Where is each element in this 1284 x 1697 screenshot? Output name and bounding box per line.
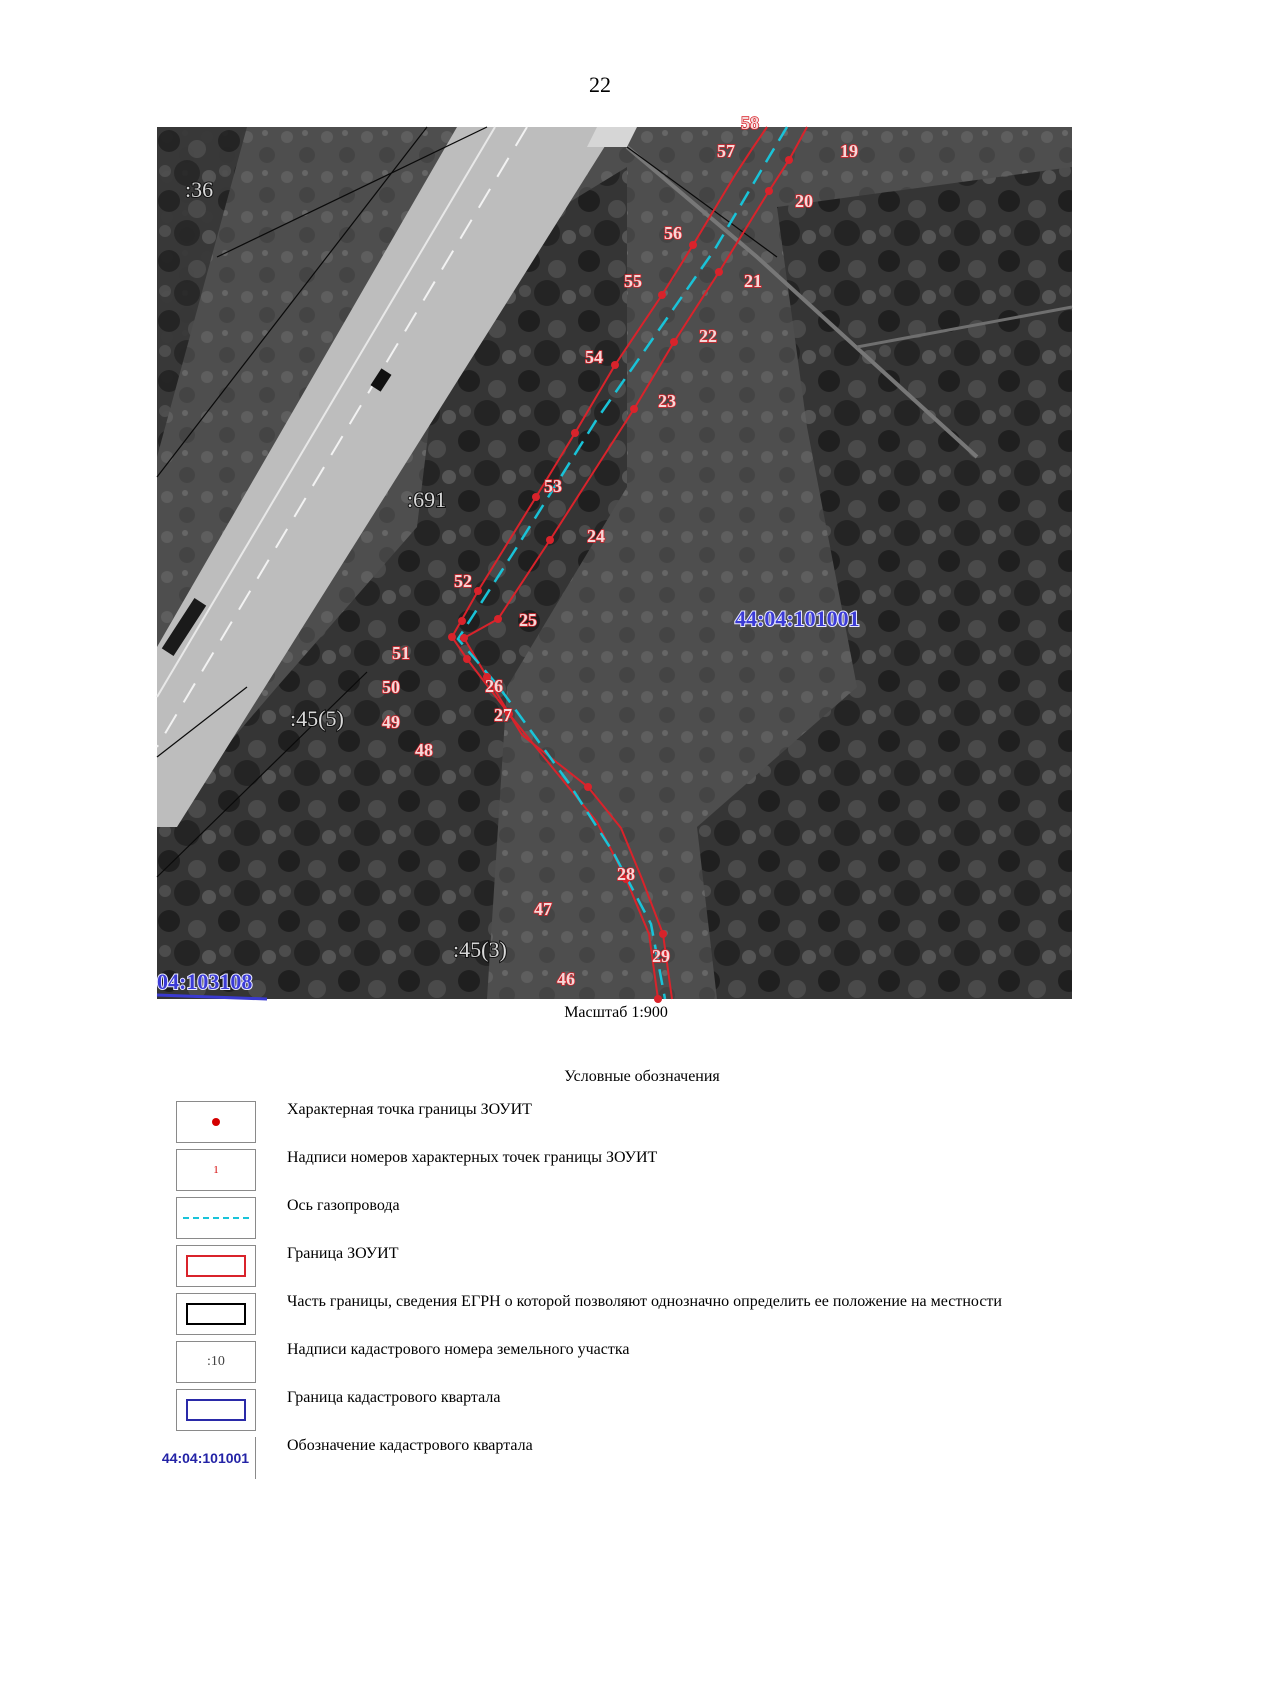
legend-text: Ось газопровода (287, 1197, 400, 1214)
boundary-point-label: 49 (382, 712, 400, 732)
parcel-number-label: :36 (185, 177, 214, 202)
boundary-point-label: 54 (585, 347, 603, 367)
boundary-point-label: 53 (544, 476, 562, 496)
legend-title: Условные обозначения (564, 1068, 720, 1085)
boundary-point-dot (460, 634, 468, 642)
legend-symbol-box (176, 1149, 256, 1191)
point-number-sample: 1 (213, 1164, 219, 1176)
scale-caption: Масштаб 1:900 (564, 1004, 668, 1021)
boundary-point-label: 52 (454, 571, 472, 591)
cadastral-quarter-label: 04:103108 (157, 969, 253, 994)
boundary-point-label: 25 (519, 610, 537, 630)
cadastral-number-sample: :10 (207, 1354, 225, 1369)
boundary-point-label: 23 (658, 391, 676, 411)
legend-text: Характерная точка границы ЗОУИТ (287, 1101, 532, 1118)
legend-symbol-box (176, 1341, 256, 1383)
boundary-point-label: 24 (587, 526, 605, 546)
boundary-point-label: 29 (652, 946, 670, 966)
boundary-point-label: 27 (494, 705, 512, 725)
boundary-point-dot (654, 995, 662, 1003)
parcel-number-label: :691 (407, 487, 447, 512)
boundary-point-label: 55 (624, 271, 642, 291)
boundary-point-dot (670, 338, 678, 346)
blue-rectangle-icon (186, 1399, 246, 1421)
boundary-point-label: 46 (557, 969, 575, 989)
boundary-point-label: 47 (534, 899, 552, 919)
legend-symbol-box (176, 1389, 256, 1431)
boundary-point-dot (571, 429, 579, 437)
boundary-point-dot (611, 361, 619, 369)
red-dot-icon (212, 1118, 220, 1126)
cadastral-quarter-label: 44:04:101001 (735, 606, 860, 631)
boundary-point-label: 26 (485, 676, 503, 696)
boundary-point-dot (785, 156, 793, 164)
boundary-point-dot (458, 617, 466, 625)
page-number: 22 (589, 72, 611, 97)
boundary-point-dot (546, 536, 554, 544)
boundary-point-dot (448, 633, 456, 641)
boundary-point-dot (584, 783, 592, 791)
black-rectangle-icon (186, 1303, 246, 1325)
parcel-number-label: :45(3) (453, 937, 507, 962)
boundary-point-label: 28 (617, 864, 635, 884)
boundary-point-dot (765, 187, 773, 195)
satellite-map[interactable] (157, 113, 1072, 999)
boundary-point-dot (715, 268, 723, 276)
boundary-point-label: 21 (744, 271, 762, 291)
legend-text: Обозначение кадастрового квартала (287, 1437, 533, 1454)
boundary-point-dot (463, 655, 471, 663)
boundary-point-dot (532, 493, 540, 501)
quarter-label-sample: 44:04:101001 (156, 1437, 256, 1479)
boundary-point-label: 20 (795, 191, 813, 211)
legend-text: Граница ЗОУИТ (287, 1245, 399, 1262)
boundary-point-dot (659, 930, 667, 938)
parcel-number-label: :45(5) (290, 706, 344, 731)
legend-symbol-box (176, 1197, 256, 1239)
boundary-point-dot (630, 405, 638, 413)
legend-symbol-box (176, 1293, 256, 1335)
boundary-point-label: 50 (382, 677, 400, 697)
legend-text: Часть границы, сведения ЕГРН о которой позволяют однозначно определить ее положение на местности (287, 1293, 1002, 1310)
boundary-point-label: 51 (392, 643, 410, 663)
boundary-point-label: 58 (741, 113, 759, 133)
boundary-point-label: 57 (717, 141, 735, 161)
legend-text: Надписи кадастрового номера земельного участка (287, 1341, 630, 1358)
red-rectangle-icon (186, 1255, 246, 1277)
boundary-point-dot (658, 291, 666, 299)
legend-symbol-box (176, 1245, 256, 1287)
legend-text: Надписи номеров характерных точек границы ЗОУИТ (287, 1149, 658, 1166)
dashed-line-icon (183, 1217, 249, 1219)
legend-symbol-box (176, 1101, 256, 1143)
boundary-point-label: 56 (664, 223, 682, 243)
boundary-point-dot (689, 241, 697, 249)
boundary-point-dot (494, 615, 502, 623)
legend-text: Граница кадастрового квартала (287, 1389, 501, 1406)
boundary-point-dot (474, 587, 482, 595)
boundary-point-label: 22 (699, 326, 717, 346)
boundary-point-label: 19 (840, 141, 858, 161)
map-view[interactable] (157, 113, 1072, 999)
boundary-point-label: 48 (415, 740, 433, 760)
